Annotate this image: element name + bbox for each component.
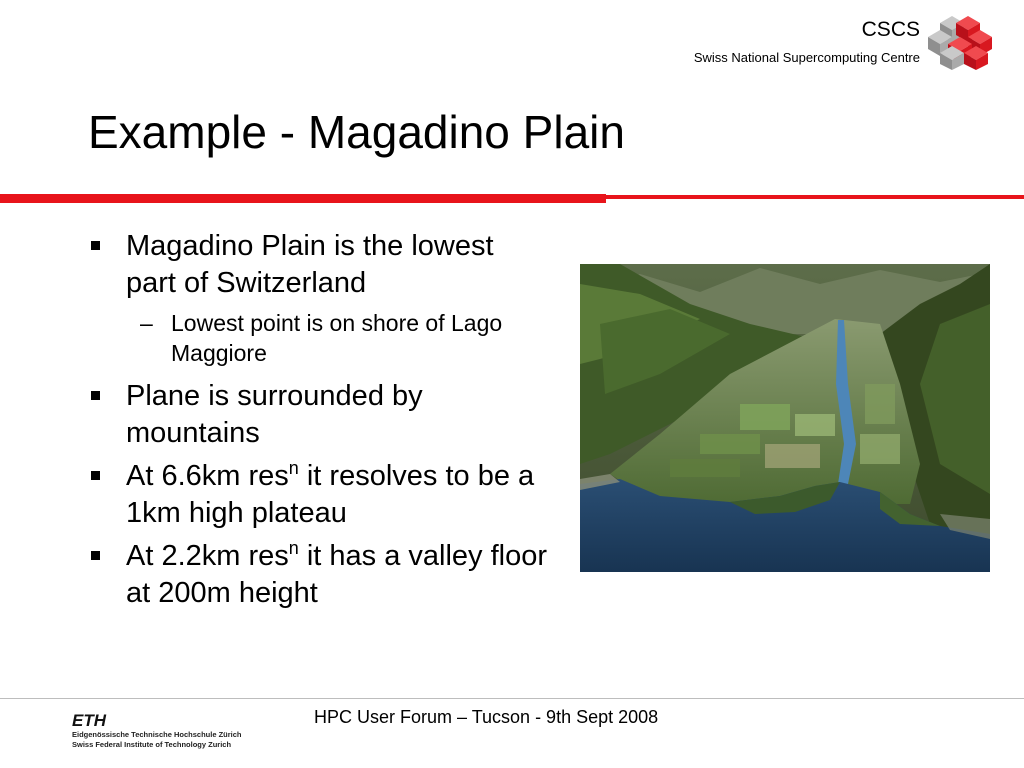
cscs-logo-icon xyxy=(926,14,1004,72)
eth-institution-lines xyxy=(72,730,242,750)
dash-bullet-icon: – xyxy=(140,310,153,336)
bullet-text: Magadino Plain is the lowest part of Switzerland xyxy=(126,230,494,299)
eth-line-english: Swiss Federal Institute of Technology Zurich xyxy=(72,740,232,749)
bullet-text: Plane is surrounded by mountains xyxy=(126,380,423,449)
brand-name: CSCS xyxy=(861,18,920,41)
bullet-text-start: At 6.6km res xyxy=(126,460,289,492)
bullet-item xyxy=(88,378,548,452)
sub-bullet-item xyxy=(88,308,548,368)
bullet-text-start: At 2.2km res xyxy=(126,540,289,572)
bullet-item xyxy=(88,458,548,532)
square-bullet-icon xyxy=(91,471,100,480)
eth-line-german: Eidgenössische Technische Hochschule Zürich xyxy=(72,730,242,739)
bullet-item xyxy=(88,228,548,302)
magadino-plain-aerial-image xyxy=(580,264,990,572)
title-rule-extension xyxy=(606,195,1024,199)
cscs-brand xyxy=(694,18,920,66)
bullet-text-end: it has a valley floor at 200m height xyxy=(126,540,548,609)
superscript-n: n xyxy=(288,458,299,478)
title-rule xyxy=(0,194,606,203)
bullet-item xyxy=(88,538,548,612)
bullet-list xyxy=(88,228,548,618)
square-bullet-icon xyxy=(91,551,100,560)
footer-rule xyxy=(0,698,1024,699)
eth-wordmark: ETH xyxy=(72,712,106,730)
slide-title: Example - Magadino Plain xyxy=(88,106,625,158)
bullet-text-end: it resolves to be a 1km high plateau xyxy=(126,460,535,529)
footer-event-text: HPC User Forum – Tucson - 9th Sept 2008 xyxy=(314,707,659,727)
sub-bullet-text: Lowest point is on shore of Lago Maggiore xyxy=(171,310,503,366)
brand-subtitle: Swiss National Supercomputing Centre xyxy=(693,50,920,65)
superscript-n: n xyxy=(288,538,299,558)
square-bullet-icon xyxy=(91,241,100,250)
square-bullet-icon xyxy=(91,391,100,400)
